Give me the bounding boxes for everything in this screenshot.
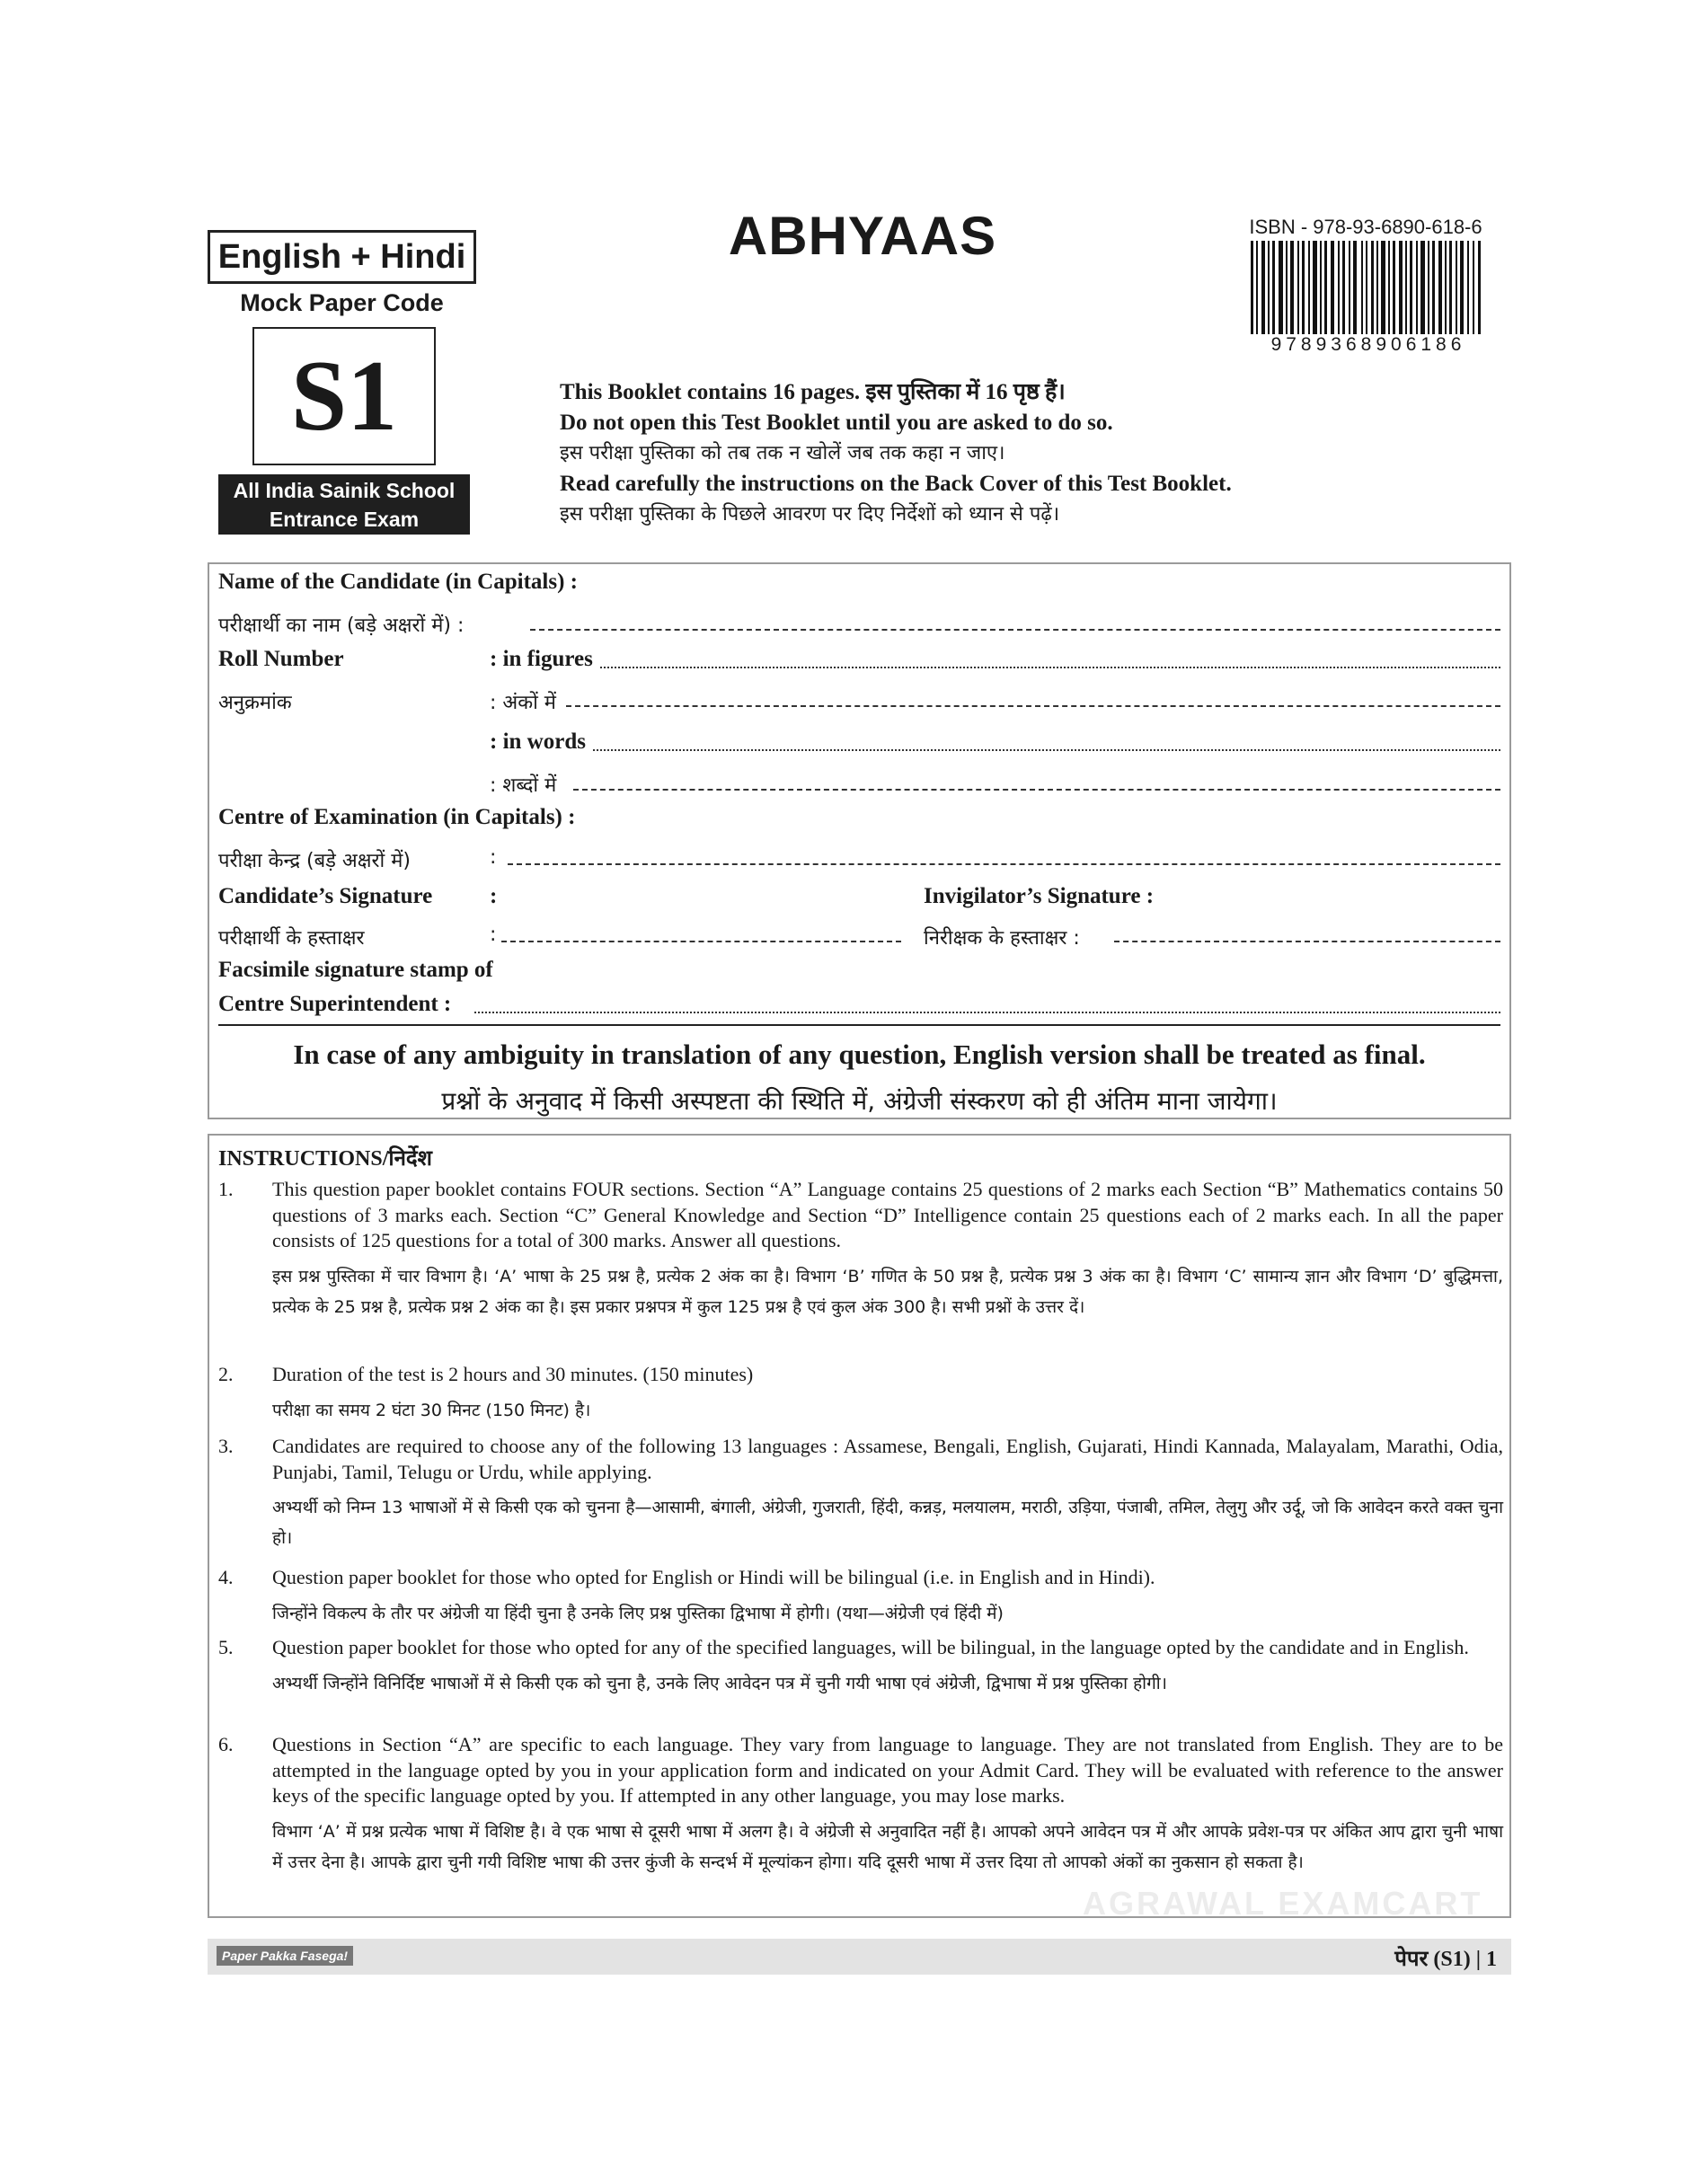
instruction-item <box>218 1732 1503 1878</box>
centre-label-hindi: परीक्षा केन्द्र (बड़े अक्षरों में) <box>218 850 411 872</box>
instruction-number: 3. <box>218 1435 234 1457</box>
booklet-info-line: इस परीक्षा पुस्तिका के पिछले आवरण पर दिए निर्देशों को ध्यान से पढ़ें। <box>560 503 1060 526</box>
instruction-text-hindi: अभ्यर्थी को निम्न 13 भाषाओं में से किसी एक को चुनना है—आसामी, बंगाली, अंग्रेजी, गुजराती, हिंदी, कन्नड़, मलयालम, मराठी, उड़िया, पंजाबी, तमिल, तेलुगु और उर्दू, जो कि आवेदन करते वक्त चुना हो। <box>272 1498 1503 1548</box>
roll-figures-field[interactable] <box>600 667 1500 668</box>
candidate-signature-field[interactable] <box>501 941 901 942</box>
instruction-number: 6. <box>218 1733 234 1755</box>
instructions-heading: INSTRUCTIONS/निर्देश <box>218 1147 432 1171</box>
facsimile-label: Facsimile signature stamp of <box>218 958 493 982</box>
instruction-text-hindi: इस प्रश्न पुस्तिका में चार विभाग है। ‘A’ भाषा के 25 प्रश्न है, प्रत्येक 2 अंक का है। विभाग ‘B’ गणित के 50 प्रश्न है, प्रत्येक प्रश्न 3 अंक का है। विभाग ‘C’ सामान्य ज्ञान और विभाग ‘D’ बुद्धिमत्ता, प्रत्येक के 25 प्रश्न है, प्रत्येक प्रश्न 2 अंक का है। इस प्रकार प्रश्नपत्र में कुल 125 प्रश्न है एवं कुल अंक 300 है। सभी प्रश्नों के उत्तर दें। <box>272 1266 1503 1317</box>
instruction-item <box>218 1434 1503 1553</box>
in-words-label-hindi: : शब्दों में <box>490 774 557 797</box>
superintendent-stamp-field[interactable] <box>474 1012 1500 1013</box>
in-figures-label-hindi: : अंकों में <box>490 692 556 714</box>
ambiguity-note-hindi: प्रश्नों के अनुवाद में किसी अस्पष्टता की स्थिति में, अंग्रेजी संस्करण को ही अंतिम माना जायेगा। <box>441 1086 1278 1116</box>
exam-name-line2: Entrance Exam <box>269 507 420 531</box>
candidate-name-label: Name of the Candidate (in Capitals) : <box>218 570 578 594</box>
candidate-name-label-hindi: परीक्षार्थी का नाम (बड़े अक्षरों में) : <box>218 614 465 637</box>
instruction-number: 1. <box>218 1178 234 1200</box>
mock-paper-code-label: Mock Paper Code <box>240 289 444 316</box>
instruction-text: Question paper booklet for those who opted for any of the specified languages, will be bilingual, in the language opted by the candidate and in English. <box>272 1636 1469 1658</box>
instruction-text-hindi: परीक्षा का समय 2 घंटा 30 मिनट (150 मिनट) है। <box>272 1400 591 1420</box>
instruction-text: Question paper booklet for those who opted for English or Hindi will be bilingual (i.e. in English and in Hindi). <box>272 1566 1155 1588</box>
booklet-info-line: Do not open this Test Booklet until you are asked to do so. <box>560 411 1113 435</box>
instruction-number: 2. <box>218 1363 234 1385</box>
booklet-info-line: Read carefully the instructions on the Back Cover of this Test Booklet. <box>560 472 1232 496</box>
instruction-text-hindi: जिन्होंने विकल्प के तौर पर अंग्रेजी या हिंदी चुना है उनके लिए प्रश्न पुस्तिका द्विभाषा में होगी। (यथा—अंग्रेजी एवं हिंदी में) <box>272 1603 1004 1623</box>
isbn-label: ISBN - 978-93-6890-618-6 <box>1249 216 1482 238</box>
candidate-signature-colon: : <box>490 884 498 908</box>
booklet-info-line: इस परीक्षा पुस्तिका को तब तक न खोलें जब तक कहा न जाए। <box>560 442 1005 464</box>
instruction-text: Candidates are required to choose any of the following 13 languages : Assamese, Bengali, English, Gujarati, Hindi Kannada, Malayalam, Marathi, Odia, Punjabi, Tamil, Telugu or Urdu, while applying. <box>272 1435 1503 1483</box>
publisher-watermark: AGRAWAL EXAMCART <box>1083 1885 1483 1922</box>
booklet-info <box>560 377 1413 530</box>
footer-bar <box>208 1939 1511 1975</box>
centre-colon: : <box>490 846 497 869</box>
candidate-signature-label-hindi: परीक्षार्थी के हस्ताक्षर <box>218 927 365 950</box>
instruction-number: 5. <box>218 1636 234 1658</box>
roll-words-hindi-field[interactable] <box>573 789 1500 791</box>
language-box: English + Hindi <box>208 230 476 284</box>
candidate-details-box <box>208 562 1511 1119</box>
instruction-text: Duration of the test is 2 hours and 30 minutes. (150 minutes) <box>272 1363 754 1385</box>
invigilator-signature-label: Invigilator’s Signature : <box>924 884 1155 908</box>
roll-number-label: Roll Number <box>218 647 344 671</box>
centre-label: Centre of Examination (in Capitals) : <box>218 805 576 829</box>
candidate-signature-hindi-colon: : <box>490 924 497 946</box>
ambiguity-note: In case of any ambiguity in translation of any question, English version shall be treated as final. <box>293 1039 1426 1070</box>
instruction-item <box>218 1362 1503 1426</box>
roll-number-label-hindi: अनुक्रमांक <box>218 692 292 714</box>
in-words-label: : in words <box>490 729 586 754</box>
roll-words-field[interactable] <box>593 749 1500 751</box>
instruction-text-hindi: विभाग ‘A’ में प्रश्न प्रत्येक भाषा में विशिष्ट है। वे एक भाषा से दूसरी भाषा में अलग है। वे अंग्रेजी से अनुवादित नहीं है। आपको अपने आवेदन पत्र में और आपके प्रवेश-पत्र पर अंकित आप द्वारा चुनी भाषा में उत्तर देना है। आपके द्वारा चुनी गयी विशिष्ट भाषा की उत्तर कुंजी के सन्दर्भ में मूल्यांकन होगा। यदि दूसरी भाषा में उत्तर दिया तो आपको अंकों का नुकसान हो सकता है। <box>272 1821 1503 1872</box>
candidate-signature-label: Candidate’s Signature <box>218 884 433 908</box>
form-divider <box>218 1024 1500 1026</box>
centre-field[interactable] <box>508 863 1500 865</box>
page-number-label: पेपर (S1) | 1 <box>1394 1948 1497 1971</box>
booklet-info-line: This Booklet contains 16 pages. इस पुस्तिका में 16 पृष्ठ हैं। <box>560 380 1066 404</box>
instruction-text: This question paper booklet contains FOUR sections. Section “A” Language contains 25 questions of 2 marks each Section “B” Mathematics contains 50 questions of 3 marks each. Section “C” General Knowledge and Section “D” Intelligence contain 25 questions each of 2 marks each. In all the paper consists of 125 questions for a total of 300 marks. Answer all questions. <box>272 1178 1503 1251</box>
instruction-text: Questions in Section “A” are specific to each language. They vary from language to language. They are not translated from English. They are to be attempted in the language opted by you in your application form and indicated on your Admit Card. They will be evaluated with reference to the answer keys of the specific language opted by you. If attempted in any other language, you may lose marks. <box>272 1733 1503 1807</box>
invigilator-signature-field[interactable] <box>1114 941 1500 942</box>
invigilator-signature-label-hindi: निरीक्षक के हस्ताक्षर : <box>924 927 1080 950</box>
candidate-name-field[interactable] <box>530 629 1500 631</box>
paper-code: S1 <box>252 327 436 465</box>
instruction-number: 4. <box>218 1566 234 1588</box>
superintendent-label: Centre Superintendent : <box>218 992 452 1016</box>
barcode-icon <box>1249 241 1482 347</box>
exam-name-line1: All India Sainik School <box>233 478 456 502</box>
in-figures-label: : in figures <box>490 647 593 671</box>
instruction-text-hindi: अभ्यर्थी जिन्होंने विनिर्दिष्ट भाषाओं में से किसी एक को चुना है, उनके लिए आवेदन पत्र में चुनी गयी भाषा एवं अंग्रेजी, द्विभाषा में प्रश्न पुस्तिका होगी। <box>272 1673 1167 1693</box>
footer-tagline: Paper Pakka Fasega! <box>217 1946 353 1966</box>
instruction-item <box>218 1565 1503 1629</box>
barcode-digits: 9789368906186 <box>1238 334 1499 356</box>
roll-figures-hindi-field[interactable] <box>566 705 1500 707</box>
instruction-item <box>218 1635 1503 1699</box>
brand-title: ABHYAAS <box>728 206 997 266</box>
instruction-item <box>218 1177 1503 1322</box>
exam-name-badge <box>218 474 470 535</box>
